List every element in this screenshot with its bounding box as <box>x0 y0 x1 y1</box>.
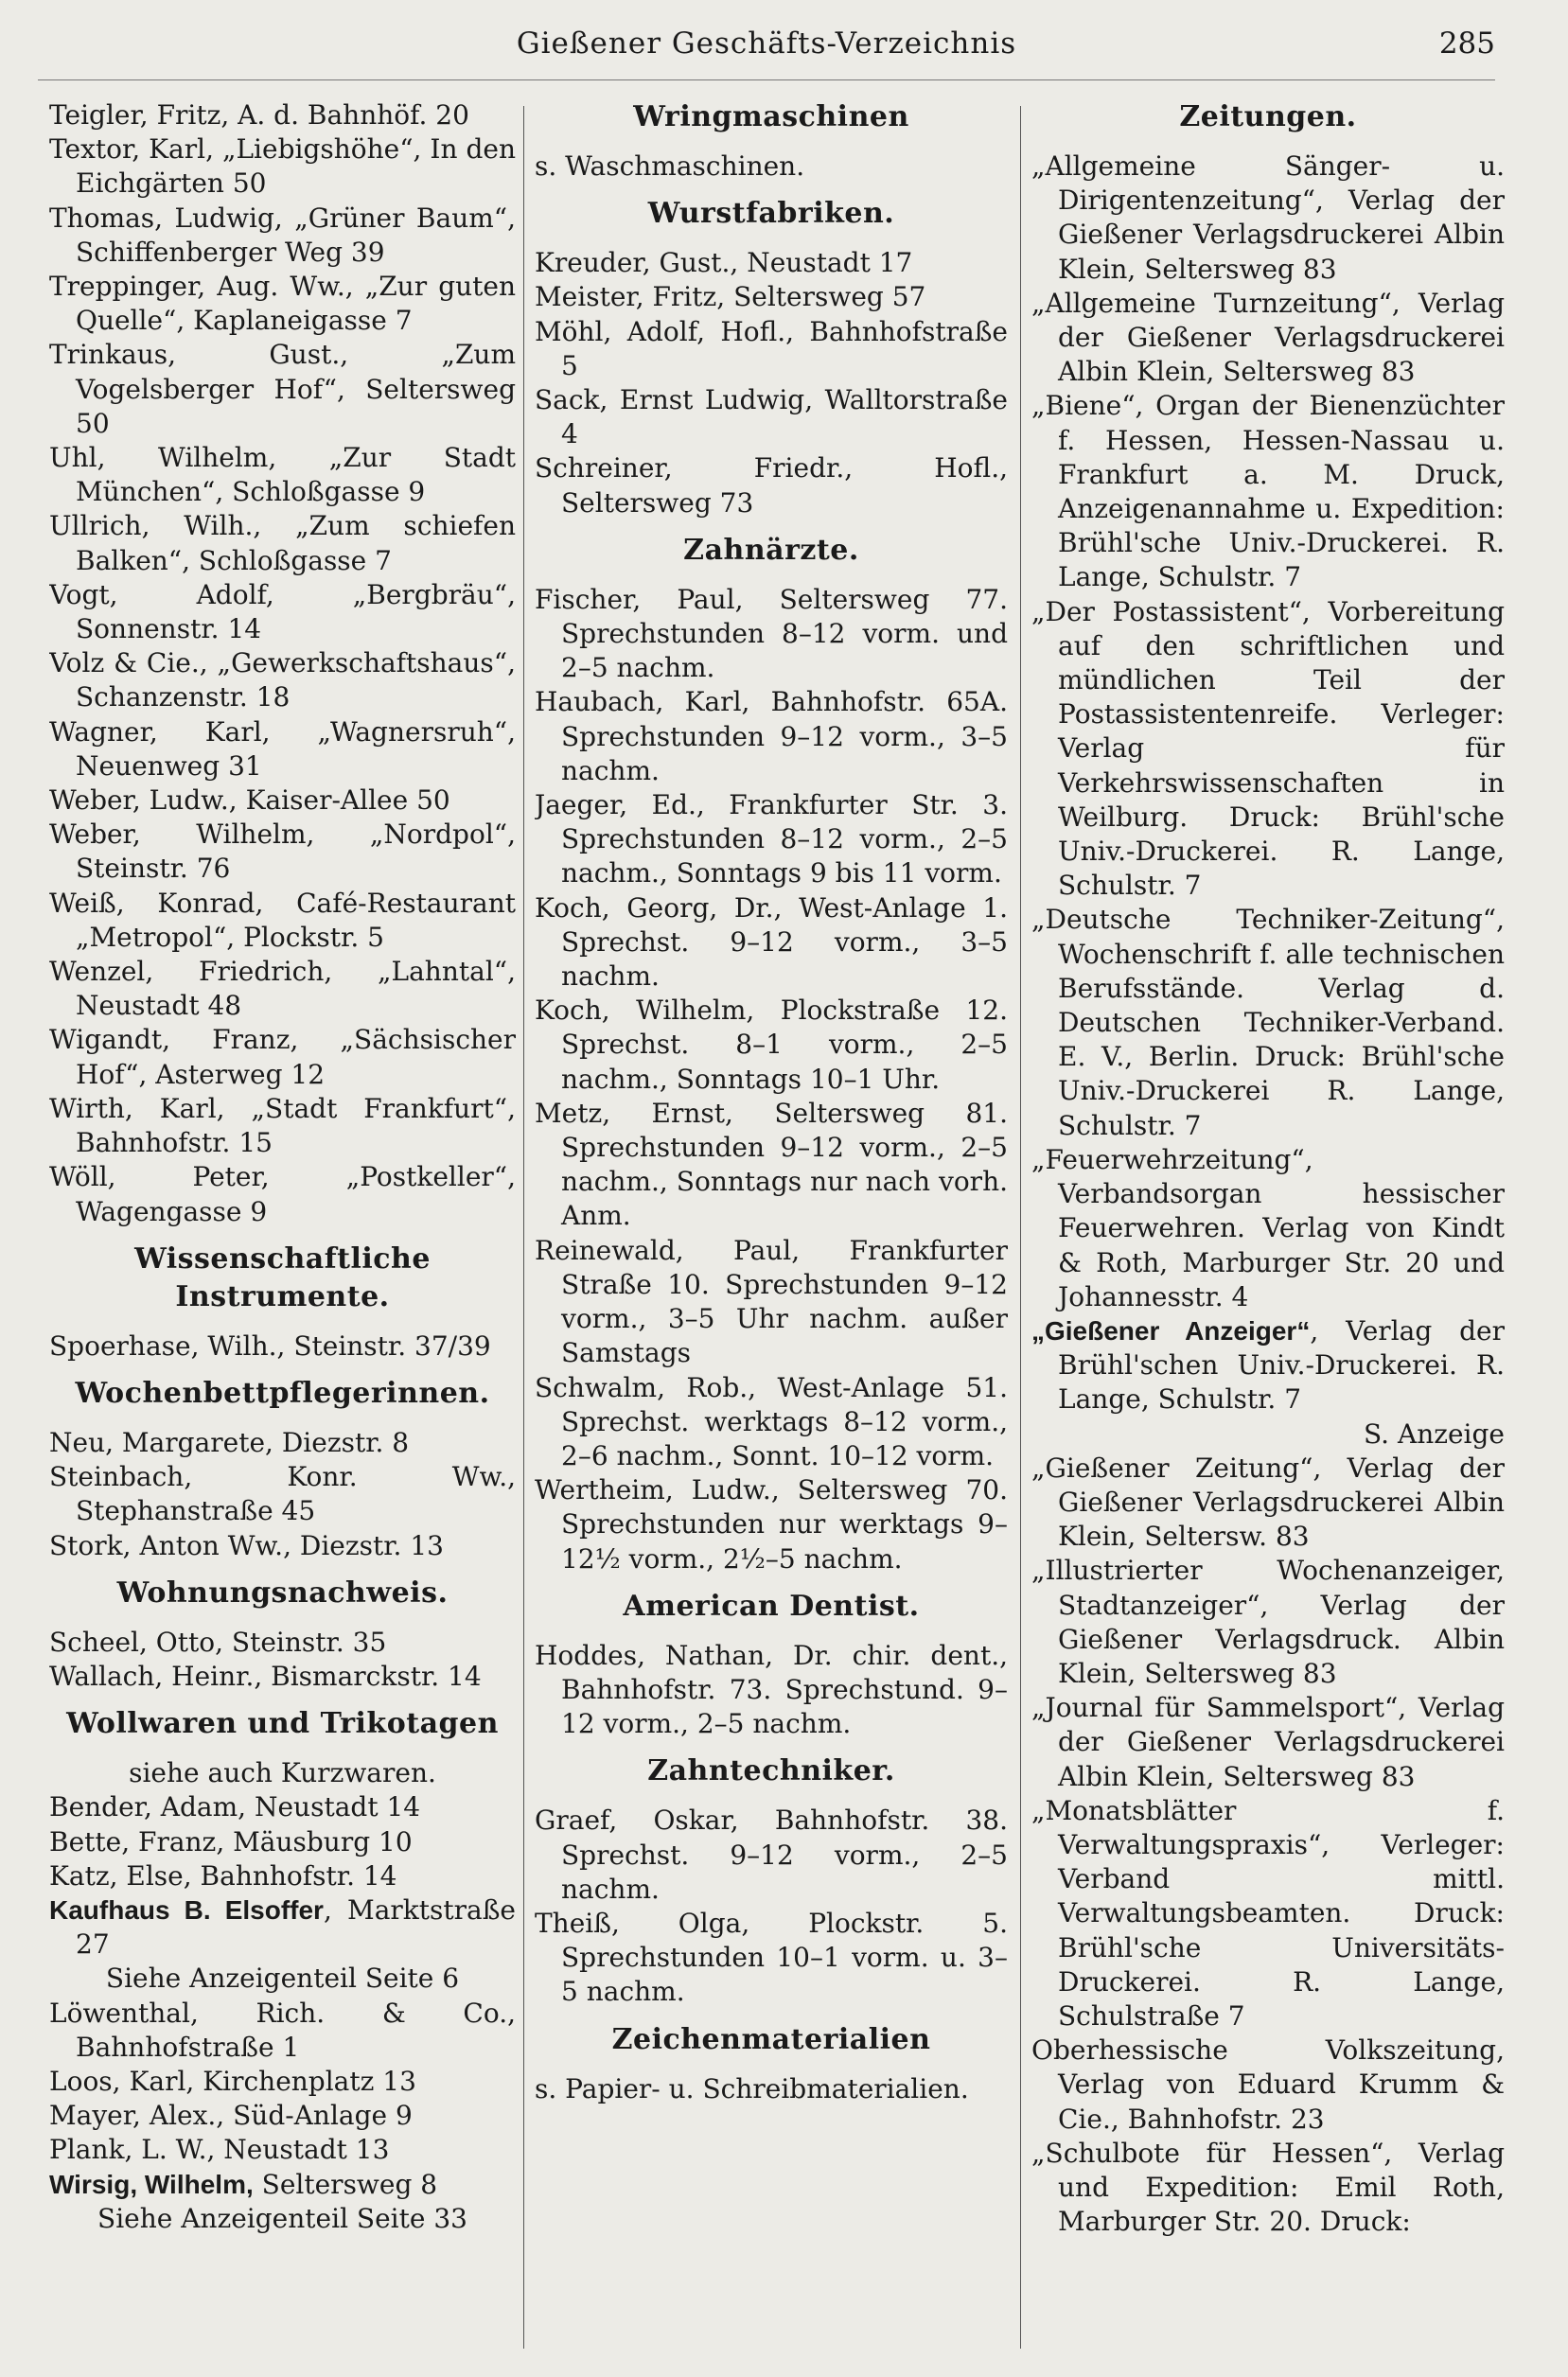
column-divider <box>1020 106 1021 2349</box>
directory-entry: Volz & Cie., „Gewerkschaftshaus“, Schanzenstr. 18 <box>49 647 516 713</box>
directory-entry: Katz, Else, Bahnhofstr. 14 <box>49 1859 397 1892</box>
directory-entry: Plank, L. W., Neustadt 13 <box>49 2134 390 2166</box>
directory-entry: Wagner, Karl, „Wagnersruh“, Neuenweg 31 <box>49 715 516 782</box>
directory-entry: Loos, Karl, Kirchenplatz 13 <box>49 2065 416 2097</box>
section-heading: Wissenschaftliche Instrumente. <box>134 1241 431 1313</box>
section-heading: Wochenbettpflegerinnen. <box>75 1376 490 1410</box>
section-heading: Zeitungen. <box>1179 100 1357 133</box>
entry-bold-name: „Gießener Anzeiger“ <box>1031 1315 1311 1346</box>
entry-bold-name: Kaufhaus B. Elsoffer <box>49 1894 324 1925</box>
directory-entry: „Monatsblätter f. Verwaltungspraxis“, Verleger: Verband mittl. Verwaltungsbeamten. Druck: Brühl'sche Universitäts-Druckerei. R. Lange, Schulstraße 7 <box>1031 1794 1505 2032</box>
directory-entry: Weber, Ludw., Kaiser-Allee 50 <box>49 784 450 817</box>
directory-entry: Wöll, Peter, „Postkeller“, Wagengasse 9 <box>49 1161 516 1227</box>
directory-entry: Uhl, Wilhelm, „Zur Stadt München“, Schloßgasse 9 <box>49 442 516 508</box>
directory-entry: „Journal für Sammelsport“, Verlag der Gießener Verlagsdruckerei Albin Klein, Seltersweg 83 <box>1031 1692 1505 1792</box>
note-line: Siehe Anzeigenteil Seite 6 <box>105 1963 460 1995</box>
directory-entry: „Schulbote für Hessen“, Verlag und Expedition: Emil Roth, Marburger Str. 20. Druck: <box>1031 2137 1505 2238</box>
page-header <box>38 26 1495 83</box>
directory-entry: Jaeger, Ed., Frankfurter Str. 3. Sprechstunden 8–12 vorm., 2–5 nachm., Sonntags 9 bis 11 vorm. <box>535 789 1008 889</box>
directory-entry: Trinkaus, Gust., „Zum Vogelsberger Hof“, Seltersweg 50 <box>49 339 516 439</box>
directory-entry: Weiß, Konrad, Café-Restaurant „Metropol“, Plockstr. 5 <box>49 887 516 953</box>
note-line: Siehe Anzeigenteil Seite 33 <box>97 2202 467 2234</box>
directory-entry: Wirsig, Wilhelm, Seltersweg 8 <box>49 2168 438 2200</box>
column-3 <box>1031 98 1505 2360</box>
running-title: Gießener Geschäfts-Verzeichnis <box>516 26 1017 61</box>
section-heading: Wohnungsnachweis. <box>116 1576 449 1610</box>
directory-entry: Vogt, Adolf, „Bergbräu“, Sonnenstr. 14 <box>49 578 516 645</box>
directory-entry: Graef, Oskar, Bahnhofstr. 38. Sprechst. 9–12 vorm., 2–5 nachm. <box>535 1805 1008 1905</box>
directory-entry: Treppinger, Aug. Ww., „Zur guten Quelle“, Kaplaneigasse 7 <box>49 271 516 337</box>
note-line: siehe auch Kurzwaren. <box>129 1757 436 1789</box>
cross-reference: s. Waschmaschinen. <box>535 150 805 182</box>
directory-entry: „Allgemeine Turnzeitung“, Verlag der Gießener Verlagsdruckerei Albin Klein, Seltersweg 83 <box>1031 287 1505 388</box>
directory-entry: Ullrich, Wilh., „Zum schiefen Balken“, Schloßgasse 7 <box>49 510 516 576</box>
directory-entry: Oberhessische Volkszeitung, Verlag von Eduard Krumm & Cie., Bahnhofstr. 23 <box>1031 2034 1505 2135</box>
directory-entry: Schreiner, Friedr., Hofl., Seltersweg 73 <box>535 452 1008 519</box>
section-heading: Wollwaren und Trikotagen <box>66 1707 499 1741</box>
directory-entry: Wenzel, Friedrich, „Lahntal“, Neustadt 48 <box>49 956 516 1022</box>
directory-entry: Koch, Georg, Dr., West-Anlage 1. Sprechst. 9–12 vorm., 3–5 nachm. <box>535 891 1008 993</box>
cross-reference: s. Papier- u. Schreibmaterialien. <box>535 2072 969 2104</box>
column-1 <box>49 98 516 2360</box>
page-number: 285 <box>1438 26 1495 61</box>
directory-entry: Möhl, Adolf, Hofl., Bahnhofstraße 5 <box>535 315 1008 381</box>
section-heading: Wurstfabriken. <box>647 197 895 231</box>
directory-entry: „Biene“, Organ der Bienenzüchter f. Hessen, Hessen-Nassau u. Frankfurt a. M. Druck, Anzeigenannahme u. Expedition: Brühl'sche Univ.-Druckerei. R. Lange, Schulstr. 7 <box>1031 390 1505 593</box>
header-rule <box>38 79 1495 80</box>
section-heading: American Dentist. <box>623 1589 920 1623</box>
directory-entry: Teigler, Fritz, A. d. Bahnhöf. 20 <box>49 99 469 131</box>
section-heading: Wringmaschinen <box>633 100 909 133</box>
directory-entry: Wigandt, Franz, „Sächsischer Hof“, Asterweg 12 <box>49 1024 516 1090</box>
directory-entry: Meister, Fritz, Seltersweg 57 <box>535 281 926 313</box>
directory-entry: Steinbach, Konr. Ww., Stephanstraße 45 <box>49 1461 516 1527</box>
section-heading: Zahnärzte. <box>683 533 859 567</box>
directory-entry: Scheel, Otto, Steinstr. 35 <box>49 1626 387 1658</box>
directory-entry: Kaufhaus B. Elsoffer, Marktstraße 27 <box>49 1893 516 1961</box>
directory-entry: „Feuerwehrzeitung“, Verbandsorgan hessischer Feuerwehren. Verlag von Kindt & Roth, Marburger Str. 20 und Johannesstr. 4 <box>1031 1143 1505 1312</box>
directory-entry: „Gießener Anzeiger“, Verlag der Brühl'schen Univ.-Druckerei. R. Lange, Schulstr. 7 <box>1031 1314 1505 1416</box>
directory-entry: Hoddes, Nathan, Dr. chir. dent., Bahnhofstr. 73. Sprechstund. 9–12 vorm., 2–5 nachm. <box>535 1639 1008 1740</box>
directory-entry: Metz, Ernst, Seltersweg 81. Sprechstunden 9–12 vorm., 2–5 nachm., Sonntags nur nach vorh. Anm. <box>535 1097 1008 1232</box>
directory-entry: Neu, Margarete, Diezstr. 8 <box>49 1426 410 1458</box>
directory-entry: Sack, Ernst Ludwig, Walltorstraße 4 <box>535 384 1008 450</box>
directory-entry: Schwalm, Rob., West-Anlage 51. Sprechst. werktags 8–12 vorm., 2–6 nachm., Sonnt. 10–12 vorm. <box>535 1371 1008 1471</box>
directory-entry: Theiß, Olga, Plockstr. 5. Sprechstunden 10–1 vorm. u. 3–5 nachm. <box>535 1907 1008 2008</box>
directory-entry: Haubach, Karl, Bahnhofstr. 65A. Sprechstunden 9–12 vorm., 3–5 nachm. <box>535 686 1008 786</box>
directory-entry: „Gießener Zeitung“, Verlag der Gießener Verlagsdruckerei Albin Klein, Seltersw. 83 <box>1031 1452 1505 1553</box>
directory-entry: Koch, Wilhelm, Plockstraße 12. Sprechst. 8–1 vorm., 2–5 nachm., Sonntags 10–1 Uhr. <box>535 995 1008 1095</box>
directory-entry: Wirth, Karl, „Stadt Frankfurt“, Bahnhofstr. 15 <box>49 1092 516 1159</box>
column-divider <box>523 106 524 2349</box>
directory-entry: „Allgemeine Sänger- u. Dirigentenzeitung“, Verlag der Gießener Verlagsdruckerei Albin Klein, Seltersweg 83 <box>1031 150 1505 285</box>
directory-entry: Bender, Adam, Neustadt 14 <box>49 1791 421 1823</box>
directory-entry: Wertheim, Ludw., Seltersweg 70. Sprechstunden nur werktags 9–12½ vorm., 2½–5 nachm. <box>535 1474 1008 1575</box>
directory-entry: Weber, Wilhelm, „Nordpol“, Steinstr. 76 <box>49 819 516 885</box>
directory-entry: Spoerhase, Wilh., Steinstr. 37/39 <box>49 1329 491 1362</box>
directory-entry: Thomas, Ludwig, „Grüner Baum“, Schiffenberger Weg 39 <box>49 202 516 268</box>
entry-bold-name: Wirsig, Wilhelm, <box>49 2169 254 2199</box>
directory-entry: „Der Postassistent“, Vorbereitung auf den schriftlichen und mündlichen Teil der Postassistentenreife. Verleger: Verlag für Verkehrswissenschaften in Weilburg. Druck: Brühl'sche Univ.-Druckerei. R. Lange, Schulstr. 7 <box>1031 595 1505 902</box>
directory-entry: Bette, Franz, Mäusburg 10 <box>49 1825 413 1858</box>
directory-entry: Textor, Karl, „Liebigshöhe“, In den Eichgärten 50 <box>49 133 516 200</box>
section-heading: Zeichenmaterialien <box>611 2022 931 2056</box>
directory-entry: Wallach, Heinr., Bismarckstr. 14 <box>49 1660 482 1692</box>
directory-entry: Mayer, Alex., Süd-Anlage 9 <box>49 2100 413 2132</box>
column-2 <box>535 98 1008 2360</box>
directory-entry: Löwenthal, Rich. & Co., Bahnhofstraße 1 <box>49 1997 516 2063</box>
directory-entry: Fischer, Paul, Seltersweg 77. Sprechstunden 8–12 vorm. und 2–5 nachm. <box>535 583 1008 684</box>
directory-entry: Reinewald, Paul, Frankfurter Straße 10. Sprechstunden 9–12 vorm., 3–5 Uhr nachm. außer Samstags <box>535 1234 1008 1369</box>
directory-entry: Kreuder, Gust., Neustadt 17 <box>535 247 913 279</box>
directory-entry: „Illustrierter Wochenanzeiger, Stadtanzeiger“, Verlag der Gießener Verlagsdruck. Albin Klein, Seltersweg 83 <box>1031 1555 1505 1689</box>
directory-entry: Stork, Anton Ww., Diezstr. 13 <box>49 1529 444 1561</box>
note-line: S. Anzeige <box>1363 1417 1505 1450</box>
directory-entry: „Deutsche Techniker-Zeitung“, Wochenschrift f. alle technischen Berufsstände. Verlag d. Deutschen Techniker-Verband. E. V., Berlin. Druck: Brühl'sche Univ.-Druckerei R. Lange, Schulstr. 7 <box>1031 904 1505 1141</box>
section-heading: Zahntechniker. <box>647 1754 895 1788</box>
